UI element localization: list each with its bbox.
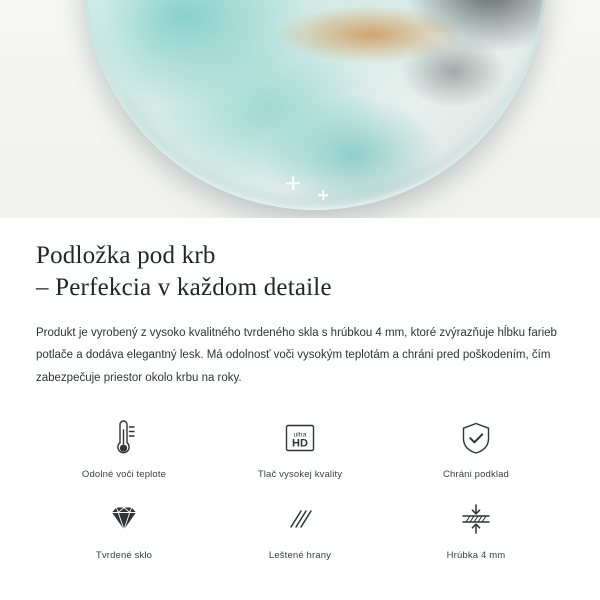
thermometer-icon bbox=[107, 417, 141, 459]
glass-board-image bbox=[84, 0, 546, 210]
thickness-arrows-icon bbox=[456, 498, 496, 540]
feature-label: Hrúbka 4 mm bbox=[446, 550, 506, 562]
feature-label: Tlač vysokej kvality bbox=[257, 469, 343, 481]
headline-line-2: – Perfekcia v každom detaile bbox=[36, 274, 332, 301]
feature-label: Odolné voči teplote bbox=[81, 469, 167, 481]
diamond-icon bbox=[104, 498, 144, 540]
hero-image bbox=[0, 0, 600, 218]
feature-grid bbox=[36, 417, 564, 561]
ultra-hd-icon bbox=[280, 417, 320, 459]
feature-item bbox=[36, 498, 212, 561]
feature-item bbox=[212, 498, 388, 561]
headline-line-1: Podložka pod krb bbox=[36, 242, 216, 269]
feature-label: Tvrdené sklo bbox=[95, 550, 153, 562]
description-paragraph: Produkt je vyrobený z vysoko kvalitného tvrdeného skla s hrúbkou 4 mm, ktoré zvýrazňuje hĺbku farieb potlače a dodáva elegantný lesk. Má odolnosť voči vysokým teplotám a chráni pred poškodením, čím zabezpečuje priestor okolo krbu na roky. bbox=[36, 327, 557, 384]
feature-item bbox=[212, 417, 388, 480]
feature-item bbox=[36, 417, 212, 480]
polished-edges-icon bbox=[280, 498, 320, 540]
feature-label: Chráni podklad bbox=[442, 469, 509, 481]
svg-text:ultra: ultra bbox=[293, 431, 307, 439]
content-area bbox=[0, 218, 600, 561]
feature-item bbox=[388, 417, 564, 480]
feature-label: Leštené hrany bbox=[268, 550, 332, 562]
shield-check-icon bbox=[458, 417, 494, 459]
feature-item bbox=[388, 498, 564, 561]
svg-text:HD: HD bbox=[292, 437, 308, 450]
page-title bbox=[36, 240, 564, 304]
